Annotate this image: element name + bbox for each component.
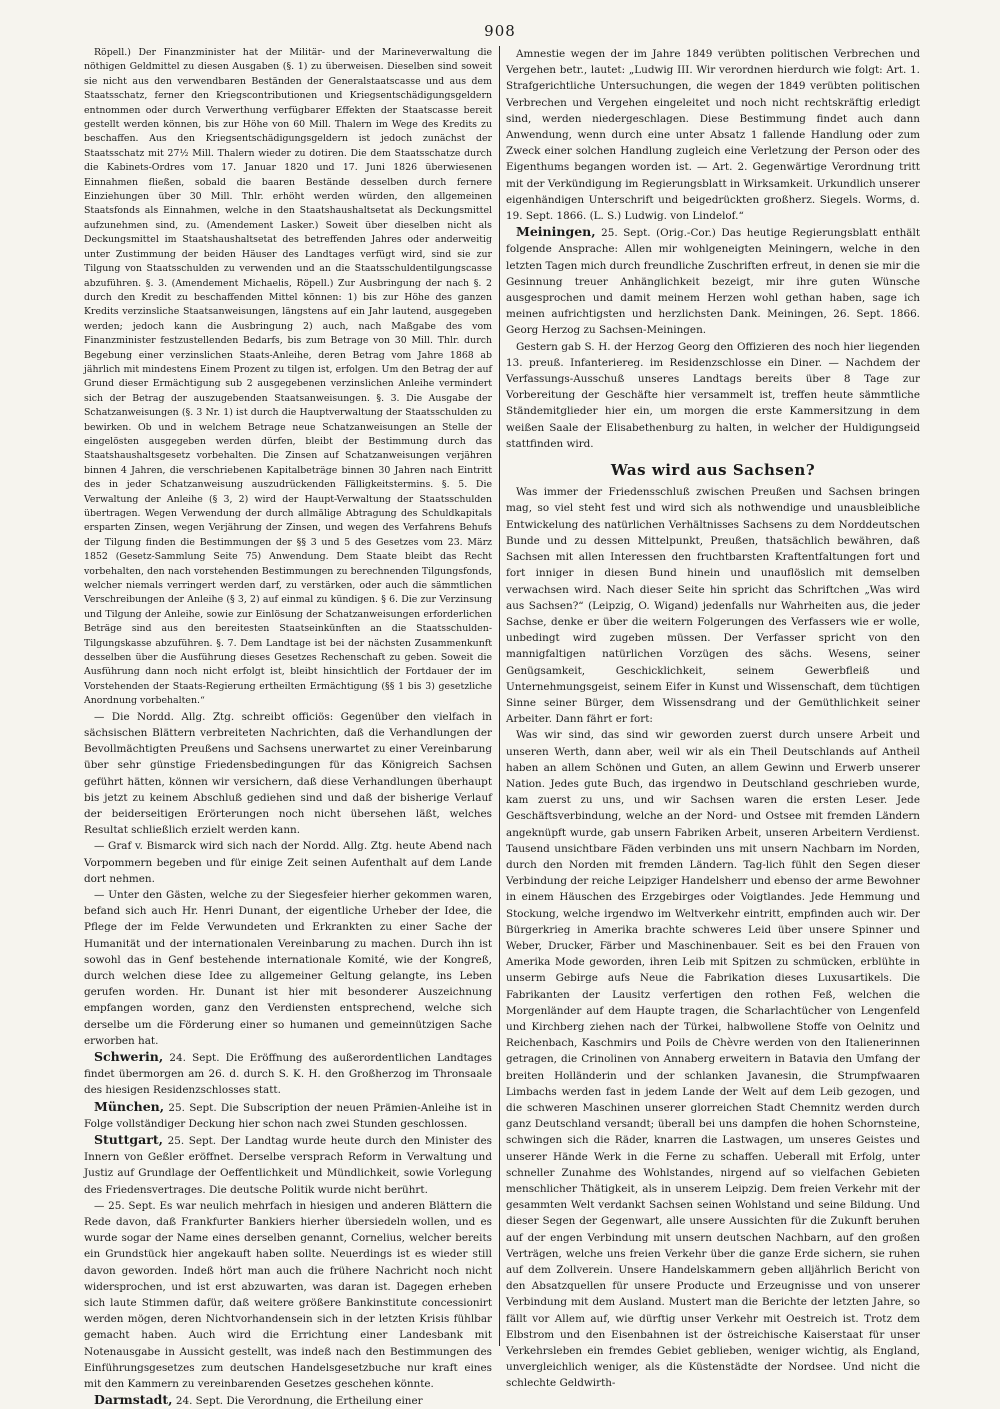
dispatch-text: 24. Sept. Die Eröffnung des außerordentlichen Landtages findet übermorgen am 26. d. durch S. K. H. den Großherzog im Thronsaale des hiesigen Residenzschlosses statt. xyxy=(84,1051,492,1097)
dispatch-text: 25. Sept. Der Landtag wurde heute durch den Minister des Innern von Geßler eröffnet. Derselbe versprach Reform in Verwaltung und Justiz auf Grundlage der Oeffentlichkeit und Mündlichkeit, sowie Vorlegung des Friedensvertrages. Die deutsche Politik wurde nicht berührt. xyxy=(84,1134,492,1196)
dispatch-text: 25. Sept. (Orig.-Cor.) Das heutige Regierungsblatt enthält folgende Ansprache: Allen mir wohlgeneigten Meiningern, welche in den letzten Tagen mich durch freundliche Zuschriften erfreut, in denen sie mir die Gesinnung treuer Anhänglichkeit bezeigt, mir ihre guten Wünsche ausgesprochen und damit meinem Herzen wohl gethan haben, sage ich meinen aufrichtigsten und herzlichsten Dank. Meiningen, 26. Sept. 1866. Georg Herzog zu Sachsen-Meiningen. xyxy=(506,227,920,337)
dateline-meiningen: Meiningen, xyxy=(516,224,596,240)
article-paragraph: Was wir sind, das sind wir geworden zuerst durch unsere Arbeit und unseren Werth, dann aber, weil wir als ein Theil Deutschlands auf Antheil haben an allem Schönen und Guten, an allem Gewinn und Erwerb unserer Nation. Jedes gute Buch, das irgendwo in Deutschland geschrieben wurde, kam zuerst zu uns, und wir Sachsen waren die ersten Leser. Jede Geschäftsverbindung, welche an der Nord- und Ostsee mit fremden Ländern angeknüpft wurde, gab unsern Fabriken Arbeit, unseren Arbeitern Verdienst. Tausend unsichtbare Fäden verbinden uns mit unsern Nachbarn im Norden, durch den Norden mit fremden Ländern. Tag-lich fühlt den Segen dieser Verbindung der reiche Leipziger Handelsherr und ebenso der arme Bewohner in einem Häuschen des Erzgebirges oder Voigtlandes. Jede Hemmung und Stockung, welche irgendwo im Weltverkehr eintritt, empfinden auch wir. Der Bürgerkrieg in Amerika brachte schweres Leid über unsere Spinner und Weber, Drucker, Färber und Maschinenbauer. Seit es bei den Frauen von Amerika Mode geworden, ihren Leib mit Spitzen zu schmücken, erblühte in unserm Gebirge aufs Neue die Fabrikation dieses Luxusartikels. Die Fabrikanten der Lausitz verfertigen den rothen Feß, welchen die Morgenländer auf dem Haupte tragen, die Scharlachtücher von Lengenfeld und Kirchberg ziehen nach der Türkei, halbwollene Stoffe von Oelnitz und Reichenbach, Kaschmirs und Poils de Chèvre werden von den Italienerinnen getragen, die Crinolinen von Annaberg erweitern in Batavia den Umfang der breiten Holländerin und der schlanken Javanesin, die Strumpfwaaren Limbachs werden fast in jedem Lande der Welt auf dem Leib gezogen, und die schweren Maschinen unserer glorreichen Stadt Chemnitz werden durch ganz Deutschland versandt; überall bei uns dampfen die hohen Schornsteine, schwingen sich die Räder, knarren die Lastwagen, um unseres Geistes und unserer Hände Werk in die Ferne zu schaffen. Ueberall mit Erfolg, unter schneller Zunahme des Wohlstandes, nirgend auf so vielfachen Gebieten menschlicher Thätigkeit, als in unserem Leipzig. Dem freien Verkehr mit der gesammten Welt verdankt Sachsen seinen Wohlstand und seine Bildung. Und dieser Segen der Gegenwart, alle unsere Aussichten für die Zukunft beruhen auf der engen Verbindung mit unsern deutschen Nachbarn, auf den großen Verträgen, welche uns freien Verkehr über die ganze Erde sichern, sie ruhen auf dem Zollverein. Unsere Handelskammern geben alljährlich Bericht von den Absatzquellen für unsere Producte und Erzeugnisse und von unserer Verbindung mit dem Ausland. Mustert man die Berichte der letzten Jahre, so fällt vor Allem auf, wie dürftig unser Verkehr mit Oestreich ist. Trotz dem Elbstrom und den Eisenbahnen ist der östreichische Kaiserstaat für unser Verkehrsleben ein fremdes Gebiet geblieben, weniger wichtig, als England, unvergleichlich weniger, als die Küstenstädte der Nordsee. Und nicht die schlechte Geldwirth- xyxy=(506,729,920,1390)
dispatch-paragraph xyxy=(84,1132,492,1198)
article-paragraph: — Die Nordd. Allg. Ztg. schreibt officiös: Gegenüber den vielfach in sächsischen Blättern verbreiteten Nachrichten, daß die Verhandlungen der Bevollmächtigten Preußens und Sachsens unerwartet zu einer Vereinbarung über sehr günstige Friedensbedingungen für das Königreich Sachsen geführt hätten, können wir versichern, daß diese Verhandlungen überhaupt bis jetzt zu keinem Abschluß gediehen sind und daß der bisherige Verlauf der beiderseitigen Erörterungen noch nicht übersehen läßt, welches Resultat schließlich erzielt werden kann. xyxy=(84,710,492,837)
article-paragraph: Gestern gab S. H. der Herzog Georg den Offizieren des noch hier liegenden 13. preuß. Infanteriereg. im Residenzschlosse ein Diner. — Nachdem der Verfassungs-Ausschuß unseres Landtags bereits über 8 Tage zur Vorbereitung der Geschäfte hier versammelt ist, treffen heute sämmtliche Ständemitglieder hier ein, um morgen die erste Kammersitzung in dem weißen Saale der Elisabethenburg zu halten, in welcher der Huldigungseid stattfinden wird. xyxy=(506,340,920,450)
dispatch-paragraph xyxy=(506,224,920,338)
dateline-schwerin: Schwerin, xyxy=(94,1048,164,1064)
column-divider xyxy=(499,46,500,1346)
dispatch-text: 25. Sept. Die Subscription der neuen Prämien-Anleihe ist in Folge vollständiger Deckung hier schon nach zwei Stunden geschlossen. xyxy=(84,1101,492,1130)
article-paragraph: — Graf v. Bismarck wird sich nach der Nordd. Allg. Ztg. heute Abend nach Vorpommern begeben und für einige Zeit seinen Aufenthalt auf dem Lande dort nehmen. xyxy=(84,840,492,885)
page-number: 908 xyxy=(484,22,516,40)
dispatch-paragraph xyxy=(84,1099,492,1132)
dispatch-paragraph xyxy=(84,1392,492,1409)
dispatch-paragraph xyxy=(84,1049,492,1099)
right-column xyxy=(506,46,920,1390)
dateline-muenchen: München, xyxy=(94,1098,165,1114)
left-column xyxy=(84,46,492,1408)
article-paragraph: — 25. Sept. Es war neulich mehrfach in hiesigen und anderen Blättern die Rede davon, daß Frankfurter Bankiers hierher übersiedeln wollen, und es wurde sogar der Name eines derselben genannt, Cornelius, welcher bereits ein Grundstück hier angekauft haben sollte. Neuerdings ist es wieder still davon geworden. Indeß hört man auch die frühere Nachricht noch nicht widersprochen, und ist erst abzuwarten, was daran ist. Dagegen erheben sich laute Stimmen dafür, daß weitere größere Bankinstitute concessionirt werden mögen, deren Nichtvorhandensein sich in der letzten Krisis fühlbar gemacht haben. Auch wird die Errichtung einer Landesbank mit Notenausgabe in Aussicht gestellt, was indeß nach den Bestimmungen des Einführungsgesetzes zum deutschen Handelsgesetzbuche nur kraft eines mit den Kammern zu vereinbarenden Gesetzes geschehen könnte. xyxy=(84,1199,492,1391)
dispatch-text: 24. Sept. Die Verordnung, die Ertheilung einer xyxy=(175,1395,423,1408)
article-paragraph: Was immer der Friedensschluß zwischen Preußen und Sachsen bringen mag, so viel steht fest und wird sich als nothwendige und unausbleibliche Entwickelung des natürlichen Verhältnisses Sachsens zu dem Norddeutschen Bunde und zu dessen Mittelpunkt, Preußen, thatsächlich bewähren, daß Sachsen mit allen Interessen den fruchtbarsten Kraftentfaltungen fort und fort inniger in diesen Bund hinein und unauflöslich mit demselben verwachsen wird. Nach dieser Seite hin spricht das Schriftchen „Was wird aus Sachsen?“ (Leipzig, O. Wigand) jedenfalls nur Wahrheiten aus, die jeder Sachse, denke er über die weitern Folgerungen des Verfassers wie er wolle, unbedingt wird zugeben müssen. Der Verfasser spricht von den mannigfaltigen natürlichen Vorzügen des sächs. Wesens, seiner Genügsamkeit, Geschicklichkeit, seinem Gewerbfleiß und Unternehmungsgeist, seinem Eifer in Kunst und Wissenschaft, dem tüchtigen Sinne seiner Bürger, dem Wissensdrang und der Gemüthlichkeit seiner Arbeiter. Dann fährt er fort: xyxy=(506,486,920,726)
dateline-stuttgart: Stuttgart, xyxy=(94,1131,163,1147)
law-text-paragraph: Röpell.) Der Finanzminister hat der Militär- und der Marineverwaltung die nöthigen Geldmittel zu diesen Ausgaben (§. 1) zu überweisen. Dieselben sind soweit sie nicht aus den verwendbaren Beständen der Generalstaatscasse und aus dem Staatsschatz, ferner den Kriegscontributionen und Kriegsentschädigungsgeldern entnommen oder durch Verwerthung verfügbarer Effekten der Staatscasse bereit gestellt werden können, bis zur Höhe von 60 Mill. Thalern im Wege des Kredits zu beschaffen. Aus den Kriegsentschädigungsgeldern ist jedoch zunächst der Staatsschatz mit 27½ Mill. Thalern wieder zu dotiren. Die dem Staatsschatze durch die Kabinets-Ordres vom 17. Januar 1820 und 17. Juni 1826 überwiesenen Einnahmen fließen, sobald die baaren Bestände desselben durch fernere Einziehungen über 30 Mill. Thlr. erhöht werden würden, den allgemeinen Staatsfonds als Einnahmen, welche in den Staatshaushaltsetat als Deckungsmittel aufzunehmen sind, zu. (Amendement Lasker.) Soweit über dieselben nicht als Deckungsmittel im Staatshaushaltsetat des betreffenden Jahres oder anderweitig unter Zustimmung der beiden Häuser des Landtages verfügt wird, sind sie zur Tilgung von Staatsschulden zu verwenden und an die Staatsschuldentilgungscasse abzuführen. §. 3. (Amendement Michaelis, Röpell.) Zur Ausbringung der nach §. 2 durch den Kredit zu beschaffenden Mittel können: 1) bis zur Höhe des ganzen Kredits verzinsliche Staatsanweisungen, längstens auf ein Jahr lautend, ausgegeben werden; jedoch kann die Ausbringung 2) auch, nach Maßgabe des vom Finanzminister festzustellenden Bedarfs, bis zum Betrage von 30 Mill. Thlr. durch Begebung einer verzinslichen Staats-Anleihe, deren Betrag vom Jahre 1868 ab jährlich mit mindestens Einem Prozent zu tilgen ist, erfolgen. Um den Betrag der auf Grund dieser Ermächtigung sub 2 ausgegebenen verzinslichen Anleihe vermindert sich der Betrag der auszugebenden Staatsanweisungen. §. 3. Die Ausgabe der Schatzanweisungen (§. 3 Nr. 1) ist durch die Hauptverwaltung der Staatsschulden zu bewirken. Ob und in welchem Betrage neue Schatzanweisungen an Stelle der eingelösten ausgegeben werden dürfen, bleibt der Bestimmung durch das Staatshaushaltsgesetz vorbehalten. Die Zinsen auf Schatzanweisungen verjähren binnen 4 Jahren, die verschriebenen Kapitalbeträge binnen 30 Jahren nach Eintritt des in jeder Schatzanweisung auszudrückenden Fälligkeitstermins. §. 5. Die Verwaltung der Anleihe (§ 3, 2) wird der Haupt-Verwaltung der Staatsschulden übertragen. Wegen Verwendung der durch allmälige Abtragung des Schuldkapitals ersparten Zinsen, wegen Verjährung der Zinsen, und wegen des Verfahrens Behufs der Tilgung finden die Bestimmungen der §§ 3 und 5 des Gesetzes vom 23. März 1852 (Gesetz-Sammlung Seite 75) Anwendung. Dem Staate bleibt das Recht vorbehalten, den nach vorstehenden Bestimmungen zu berechnenden Tilgungsfonds, welcher niemals verringert werden darf, zu verstärken, oder auch die sämmtlichen Verschreibungen der Anleihe (§ 3, 2) auf einmal zu kündigen. § 6. Die zur Verzinsung und Tilgung der Anleihe, sowie zur Einlösung der Schatzanweisungen erforderlichen Beträge sind aus den bereitesten Staatseinkünften an die Staatsschulden-Tilgungskasse abzuführen. §. 7. Dem Landtage ist bei der nächsten Zusammenkunft desselben über die Ausführung dieses Gesetzes Rechenschaft zu geben. Soweit die Ausführung dann noch nicht erfolgt ist, bleibt hinsichtlich der Fortdauer der im Vorstehenden der Staats-Regierung ertheilten Ermächtigung (§§ 1 bis 3) gesetzliche Anordnung vorbehalten.“ xyxy=(84,47,492,707)
dateline-darmstadt: Darmstadt, xyxy=(94,1392,173,1408)
article-paragraph: — Unter den Gästen, welche zu der Siegesfeier hierher gekommen waren, befand sich auch Hr. Henri Dunant, der eigentliche Urheber der Idee, die Pflege der im Felde Verwundeten und Erkrankten zu einer Sache der Humanität und der internationalen Vereinbarung zu machen. Durch ihn ist sowohl das in Genf bestehende internationale Komité, wie der Kongreß, durch welchen diese Idee zu allgemeiner Geltung gelangte, ins Leben gerufen worden. Hr. Dunant ist hier mit besonderer Auszeichnung empfangen worden, ganz den Verdiensten entsprechend, welche sich derselbe um die Förderung einer so humanen und gemeinnützigen Sache erworben hat. xyxy=(84,888,492,1047)
article-paragraph: Amnestie wegen der im Jahre 1849 verübten politischen Verbrechen und Vergehen betr., lautet: „Ludwig III. Wir verordnen hierdurch wie folgt: Art. 1. Strafgerichtliche Untersuchungen, die wegen der 1849 verübten politischen Verbrechen und Vergehen eingeleitet und noch nicht rechtskräftig erledigt sind, werden niedergeschlagen. Diese Bestimmung findet auch dann Anwendung, wenn durch eine unter Absatz 1 fallende Handlung oder zum Zweck einer solchen Handlung zugleich eine Verletzung der Person oder des Eigenthums begangen worden ist. — Art. 2. Gegenwärtige Verordnung tritt mit der Verkündigung im Regierungsblatt in Wirksamkeit. Urkundlich unserer eigenhändigen Unterschrift und beigedrückten großherz. Siegels. Worms, d. 19. Sept. 1866. (L. S.) Ludwig. von Lindelof.“ xyxy=(506,48,920,223)
article-heading: Was wird aus Sachsen? xyxy=(610,461,816,480)
